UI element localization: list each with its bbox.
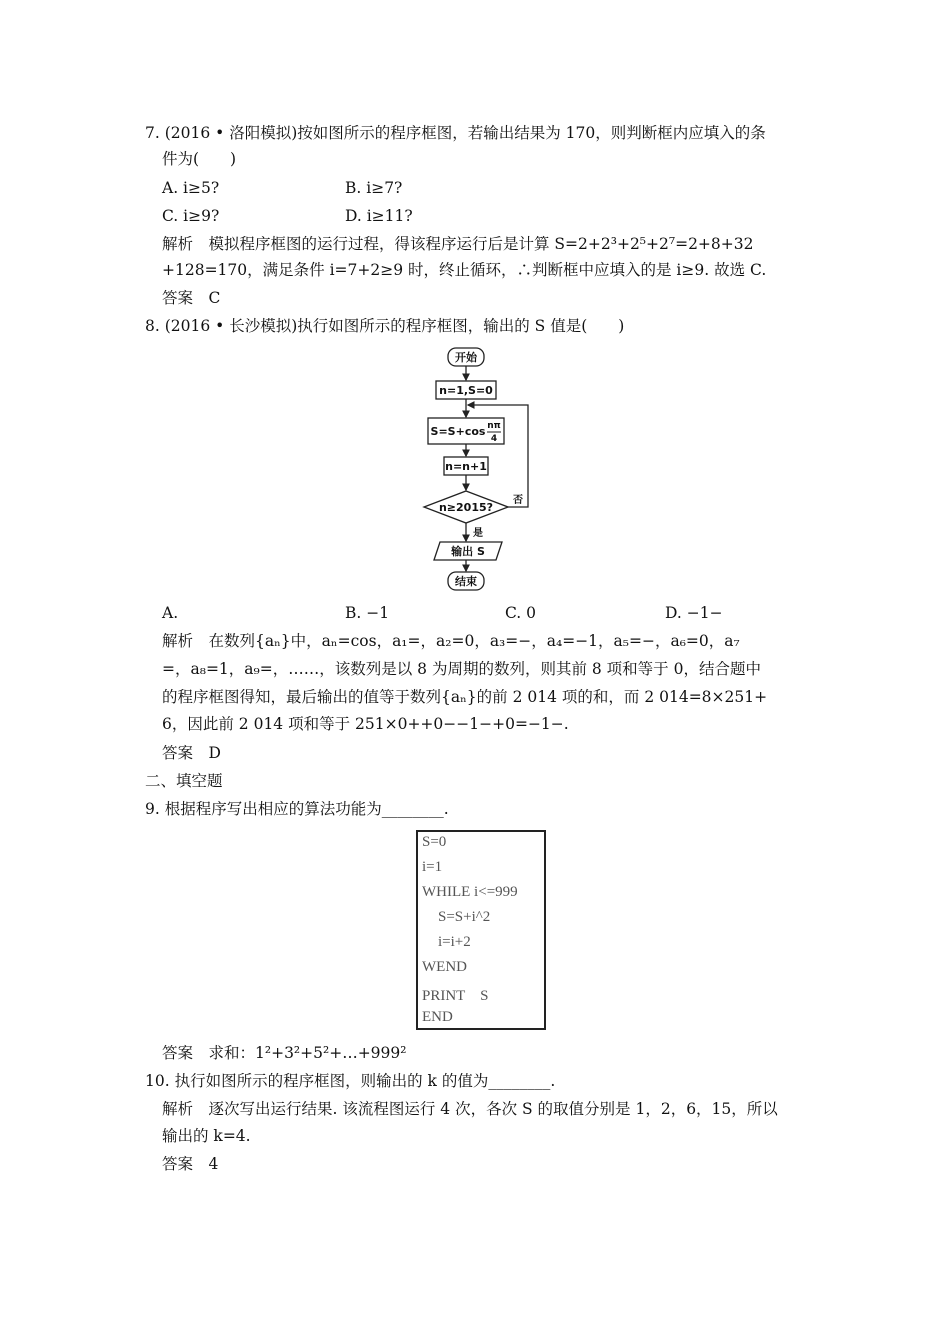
- q7-answer: 答案 C: [162, 289, 221, 307]
- code-line: S=S+i^2: [438, 909, 491, 925]
- code-line: i=i+2: [438, 934, 471, 950]
- condition-label: n≥2015?: [438, 501, 494, 514]
- q9-answer: 答案 求和：1²+3²+5²+…+999²: [162, 1044, 407, 1062]
- code-line: PRINT S: [422, 988, 489, 1004]
- end-label: 结束: [455, 575, 477, 588]
- q7-analysis-line1: 解析 模拟程序框图的运行过程，得该程序运行后是计算 S=2+2³+2⁵+2⁷=2+8+32: [162, 235, 754, 253]
- q9-program-box: [416, 830, 546, 1030]
- q8-option-a: A.: [162, 604, 179, 622]
- frac-numerator: nπ: [487, 421, 501, 431]
- code-line: S=0: [422, 834, 447, 850]
- q8-stem-line1: 8. (2016 • 长沙模拟)执行如图所示的程序框图，输出的 S 值是( ): [145, 317, 625, 335]
- q8-analysis-line2: =，a₈=1，a₉=，……，该数列是以 8 为周期的数列，则其前 8 项和等于 0，结合题中: [162, 660, 761, 678]
- q7-option-b: B. i≥7?: [345, 179, 403, 197]
- yes-label: 是: [473, 528, 483, 539]
- no-label: 否: [513, 495, 523, 506]
- q9-stem-line1: 9. 根据程序写出相应的算法功能为________.: [145, 800, 449, 818]
- q8-analysis-line1: 解析 在数列{aₙ}中，aₙ=cos，a₁=，a₂=0，a₃=−，a₄=−1，a₅=−，a₆=0，a₇: [162, 632, 740, 650]
- start-label: 开始: [455, 351, 477, 364]
- q8-flowchart: [420, 344, 540, 598]
- output-label: 输出 S: [451, 545, 485, 558]
- code-line: i=1: [422, 859, 443, 875]
- increment-label: n=n+1: [445, 460, 487, 473]
- q8-option-d: D. −1−: [665, 604, 723, 622]
- section-title: 二、填空题: [145, 772, 223, 790]
- q7-stem-line2: 件为( ): [162, 150, 237, 168]
- q10-analysis-line2: 输出的 k=4.: [162, 1127, 251, 1145]
- q8-answer: 答案 D: [162, 744, 221, 762]
- q8-analysis-line4: 6，因此前 2 014 项和等于 251×0++0−−1−+0=−1−.: [162, 715, 569, 733]
- q7-option-a: A. i≥5?: [162, 179, 220, 197]
- init-label: n=1,S=0: [439, 384, 493, 397]
- code-line: END: [422, 1009, 453, 1025]
- flowchart-svg: [420, 344, 540, 594]
- update-s-label: S=S+cos: [430, 425, 486, 438]
- q10-analysis-line1: 解析 逐次写出运行结果. 该流程图运行 4 次，各次 S 的取值分别是 1，2，6，15，所以: [162, 1100, 778, 1118]
- q10-stem-line1: 10. 执行如图所示的程序框图，则输出的 k 的值为________.: [145, 1072, 556, 1090]
- q8-option-b: B. −1: [345, 604, 390, 622]
- q7-analysis-line2: +128=170，满足条件 i=7+2≥9 时，终止循环，∴判断框中应填入的是 i≥9. 故选 C.: [162, 261, 767, 279]
- q7-option-c: C. i≥9?: [162, 207, 220, 225]
- q7-option-d: D. i≥11?: [345, 207, 413, 225]
- code-line: WHILE i<=999: [422, 884, 518, 900]
- q8-analysis-line3: 的程序框图得知，最后输出的值等于数列{aₙ}的前 2 014 项的和，而 2 014=8×251+: [162, 688, 768, 706]
- q8-option-c: C. 0: [505, 604, 537, 622]
- q10-answer: 答案 4: [162, 1155, 219, 1173]
- code-line: WEND: [422, 959, 467, 975]
- q7-stem-line1: 7. (2016 • 洛阳模拟)按如图所示的程序框图，若输出结果为 170，则判断框内应填入的条: [145, 124, 766, 142]
- frac-denominator: 4: [490, 434, 498, 444]
